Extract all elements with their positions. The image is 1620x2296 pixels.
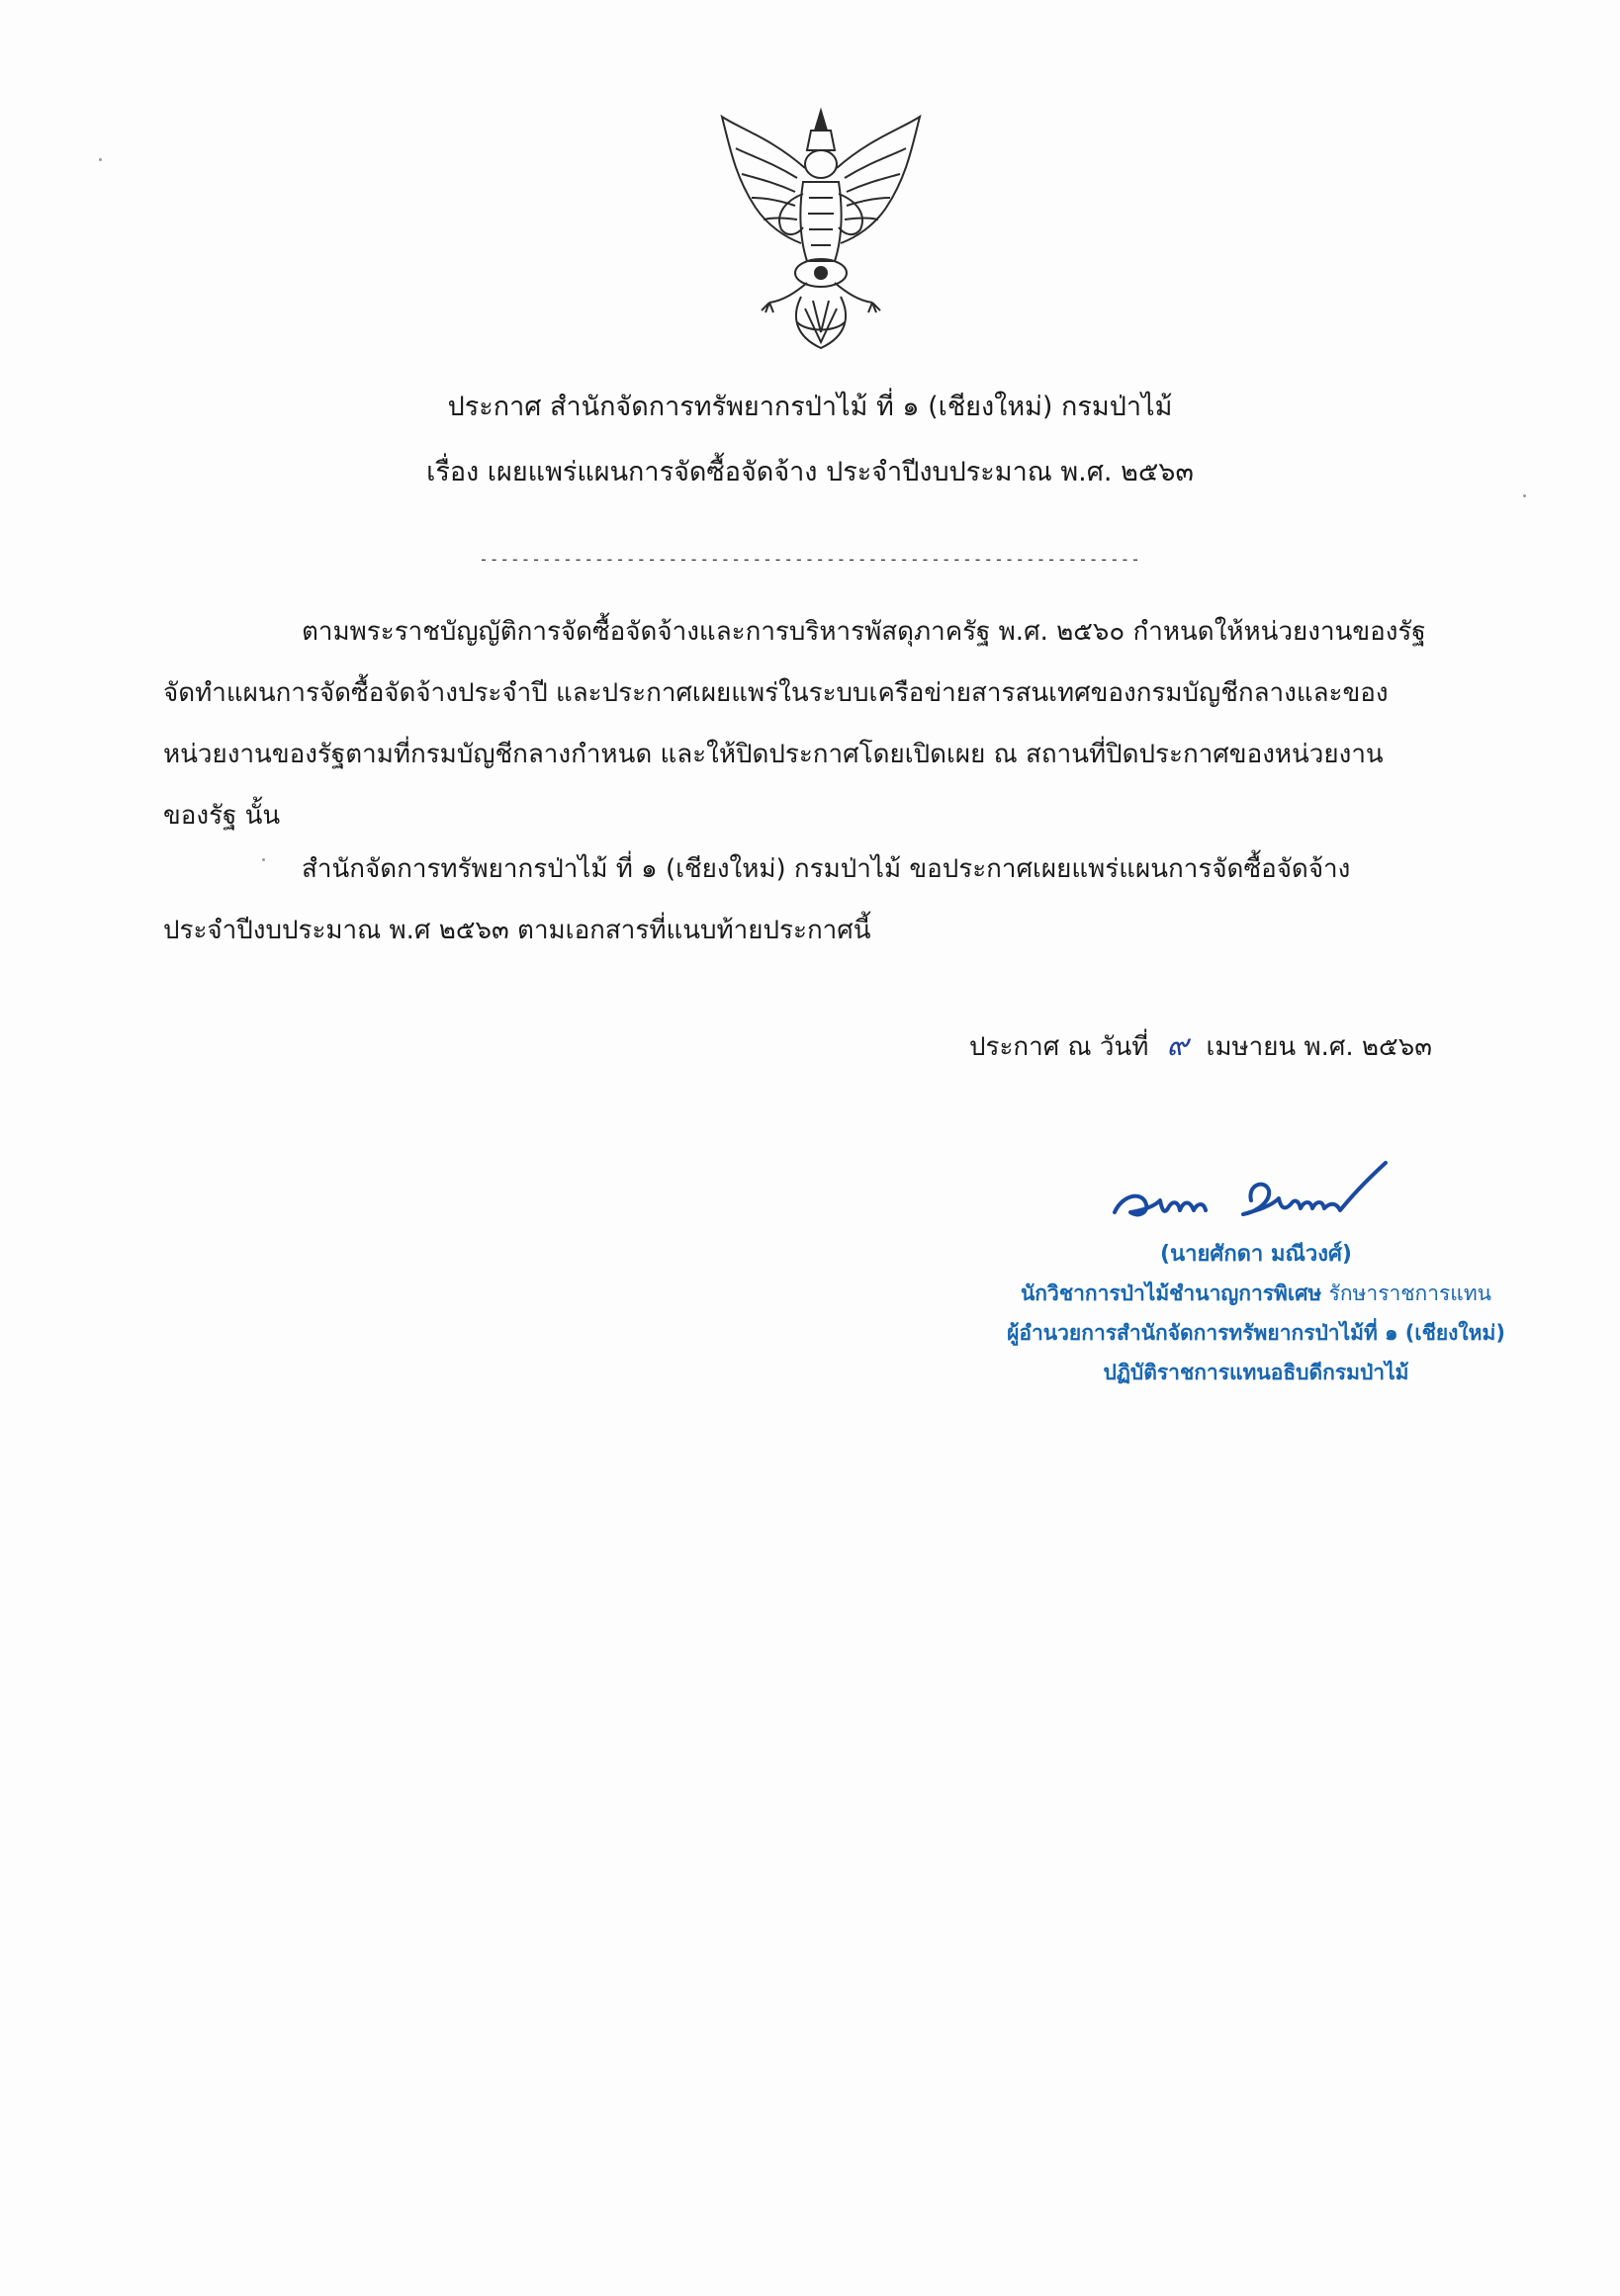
signatory-name: (นายศักดา มณีวงศ์)	[1160, 1242, 1352, 1267]
paragraph-line: ประจำปีงบประมาณ พ.ศ ๒๕๖๓ ตามเอกสารที่แนบท้ายประกาศนี้	[163, 916, 871, 945]
paragraph-line: ของรัฐ นั้น	[163, 801, 281, 831]
announcement-title: ประกาศ สำนักจัดการทรัพยากรป่าไม้ ที่ ๑ (เชียงใหม่) กรมป่าไม้	[447, 392, 1173, 422]
date-prefix: ประกาศ ณ วันที่	[969, 1032, 1149, 1062]
signatory-acting-note: รักษาราชการแทน	[1328, 1281, 1492, 1305]
signatory-title-line-3: ปฏิบัติราชการแทนอธิบดีกรมป่าไม้	[1103, 1361, 1409, 1384]
scan-speck	[99, 158, 102, 161]
handwritten-signature-icon	[1103, 1155, 1399, 1234]
scan-speck	[262, 858, 265, 861]
paragraph-line: สำนักจัดการทรัพยากรป่าไม้ ที่ ๑ (เชียงใหม่) กรมป่าไม้ ขอประกาศเผยแพร่แผนการจัดซื้อจัดจ้าง	[302, 854, 1351, 884]
announcement-date	[969, 1026, 1432, 1067]
paragraph-line: หน่วยงานของรัฐตามที่กรมบัญชีกลางกำหนด และให้ปิดประกาศโดยเปิดเผย ณ สถานที่ปิดประกาศของหน่วยงาน	[163, 740, 1384, 769]
date-suffix: เมษายน พ.ศ. ๒๕๖๓	[1206, 1032, 1433, 1062]
scan-speck	[1523, 494, 1526, 497]
body-paragraph-1	[163, 601, 1498, 846]
garuda-emblem-icon	[712, 99, 930, 356]
signatory-block	[949, 1236, 1563, 1392]
signatory-title-line-1	[949, 1274, 1563, 1313]
signatory-title-line-2: ผู้อำนวยการสำนักจัดการทรัพยากรป่าไม้ที่ ๑ (เชียงใหม่)	[1007, 1321, 1505, 1345]
separator-line: ---------------------------------------------------------------	[479, 550, 1141, 569]
announcement-subject: เรื่อง เผยแพร่แผนการจัดซื้อจัดจ้าง ประจำปีงบประมาณ พ.ศ. ๒๕๖๓	[426, 457, 1194, 487]
date-day-handwritten: ๙	[1166, 1028, 1189, 1063]
body-paragraph-2	[163, 839, 1498, 961]
signatory-position: นักวิชาการป่าไม้ชำนาญการพิเศษ	[1020, 1281, 1322, 1305]
paragraph-line: ตามพระราชบัญญัติการจัดซื้อจัดจ้างและการบริหารพัสดุภาครัฐ พ.ศ. ๒๕๖๐ กำหนดให้หน่วยงานของรัฐ	[302, 617, 1426, 647]
paragraph-line: จัดทำแผนการจัดซื้อจัดจ้างประจำปี และประกาศเผยแพร่ในระบบเครือข่ายสารสนเทศของกรมบัญชีกลางและของ	[163, 678, 1389, 708]
